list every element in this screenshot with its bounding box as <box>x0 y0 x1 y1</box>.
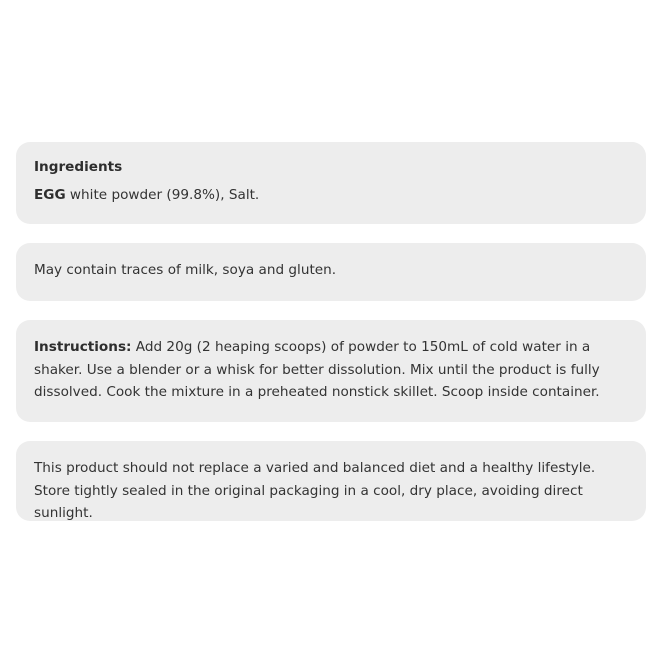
traces-text: May contain traces of milk, soya and gluten. <box>34 262 337 278</box>
ingredients-text <box>34 184 628 207</box>
instructions-body: Add 20g (2 heaping scoops) of powder to 150mL of cold water in a shaker. Use a blender or a whisk for better dissolution. Mix until the product is fully dissolved. Cook the mixture in a preheated nonstick skillet. Scoop inside container. <box>34 339 600 400</box>
ingredients-panel <box>16 142 646 224</box>
allergen-egg: EGG <box>34 186 66 203</box>
instructions-text <box>34 336 628 404</box>
ingredients-list: white powder (99.8%), Salt. <box>65 186 260 203</box>
storage-panel <box>16 441 646 521</box>
traces-panel <box>16 243 646 301</box>
ingredients-heading: Ingredients <box>34 159 123 175</box>
instructions-panel <box>16 320 646 422</box>
storage-text: This product should not replace a varied and balanced diet and a healthy lifestyle. Store tightly sealed in the original packaging in a cool, dry place, avoiding direct sunlight. <box>34 460 596 521</box>
instructions-label: Instructions: <box>34 339 132 355</box>
